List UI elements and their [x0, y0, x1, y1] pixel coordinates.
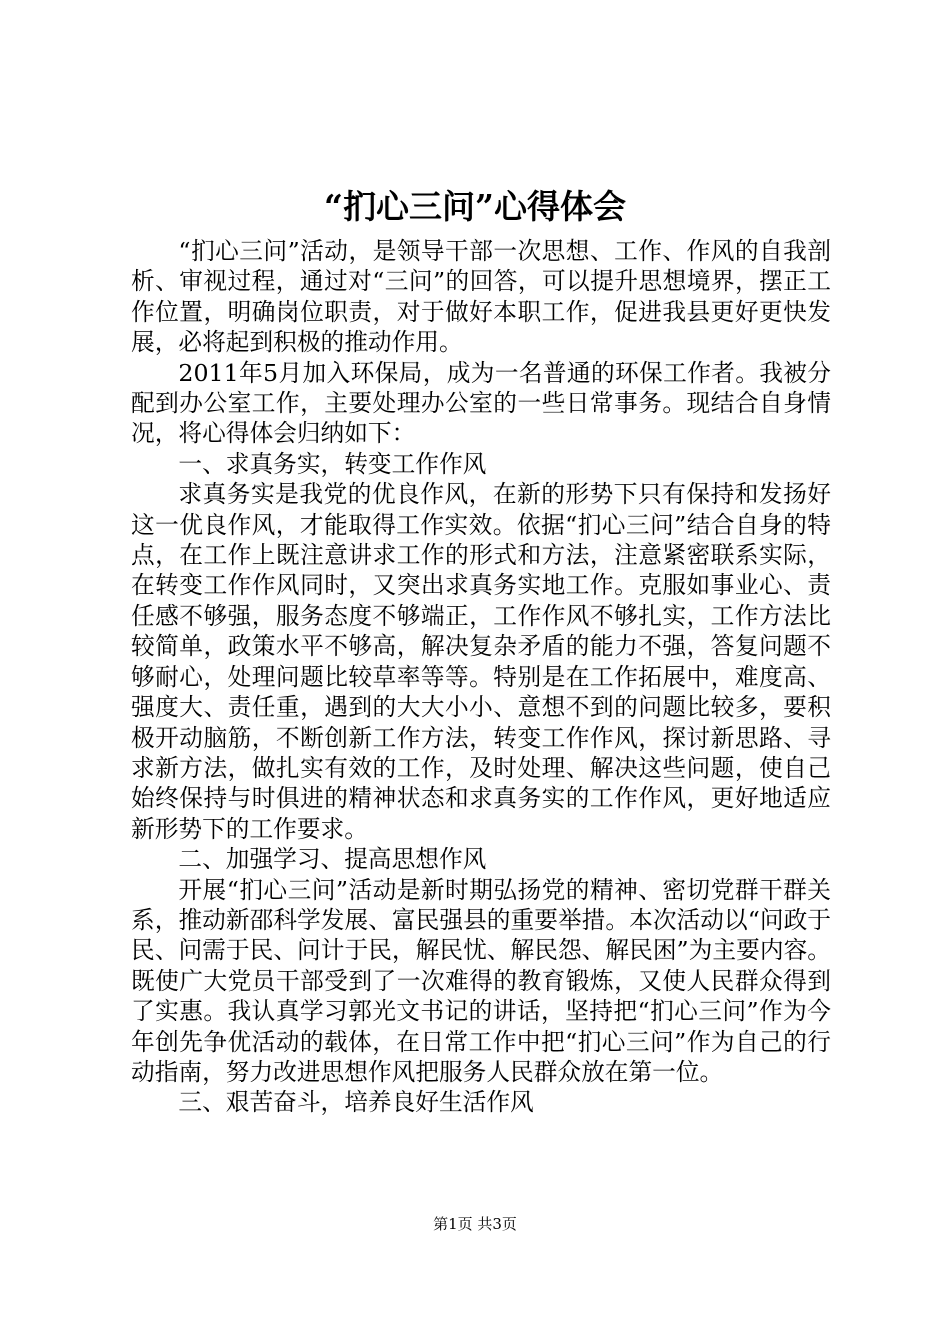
paragraph-section-2: 开展“扪心三问”活动是新时期弘扬党的精神、密切党群干群关系，推动新邵科学发展、富民强县的重要举措。本次活动以“问政于民、问需于民、问计于民，解民忧、解民怨、解民困”为主要内容。既使广大党员干部受到了一次难得的教育锻炼，又使人民群众得到了实惠。我认真学习郭光文书记的讲话，坚持把“扪心三问”作为今年创先争优活动的载体，在日常工作中把“扪心三问”作为自己的行动指南，努力改进思想作风把服务人民群众放在第一位。	[131, 875, 831, 1086]
paragraph-intro: “扪心三问”活动，是领导干部一次思想、工作、作风的自我剖析、审视过程，通过对“三问”的回答，可以提升思想境界，摆正工作位置，明确岗位职责，对于做好本职工作，促进我县更好更快发展，必将起到积极的推动作用。	[131, 237, 831, 357]
paragraph-section-1: 求真务实是我党的优良作风，在新的形势下只有保持和发扬好这一优良作风，才能取得工作实效。依据“扪心三问”结合自身的特点，在工作上既注意讲求工作的形式和方法，注意紧密联系实际，在转变工作作风同时，又突出求真务实地工作。克服如事业心、责任感不够强，服务态度不够端正，工作作风不够扎实，工作方法比较简单，政策水平不够高，解决复杂矛盾的能力不强，答复问题不够耐心，处理问题比较草率等等。特别是在工作拓展中，难度高、强度大、责任重，遇到的大大小小、意想不到的问题比较多，要积极开动脑筋，不断创新工作方法，转变工作作风，探讨新思路、寻求新方法，做扎实有效的工作，及时处理、解决这些问题，使自己始终保持与时俱进的精神状态和求真务实的工作作风，更好地适应新形势下的工作要求。	[131, 480, 831, 843]
document-body	[131, 236, 831, 1118]
paragraph-background: 2011年5月加入环保局，成为一名普通的环保工作者。我被分配到办公室工作，主要处理办公室的一些日常事务。现结合自身情况，将心得体会归纳如下：	[131, 358, 831, 448]
section-heading-2: 二、加强学习、提高思想作风	[178, 845, 487, 874]
document-title: “扪心三问”心得体会	[324, 187, 626, 226]
section-heading-3: 三、艰苦奋斗，培养良好生活作风	[178, 1088, 534, 1117]
page-number-footer: 第1页 共3页	[433, 1215, 517, 1233]
section-heading-1: 一、求真务实，转变工作作风	[178, 449, 487, 478]
